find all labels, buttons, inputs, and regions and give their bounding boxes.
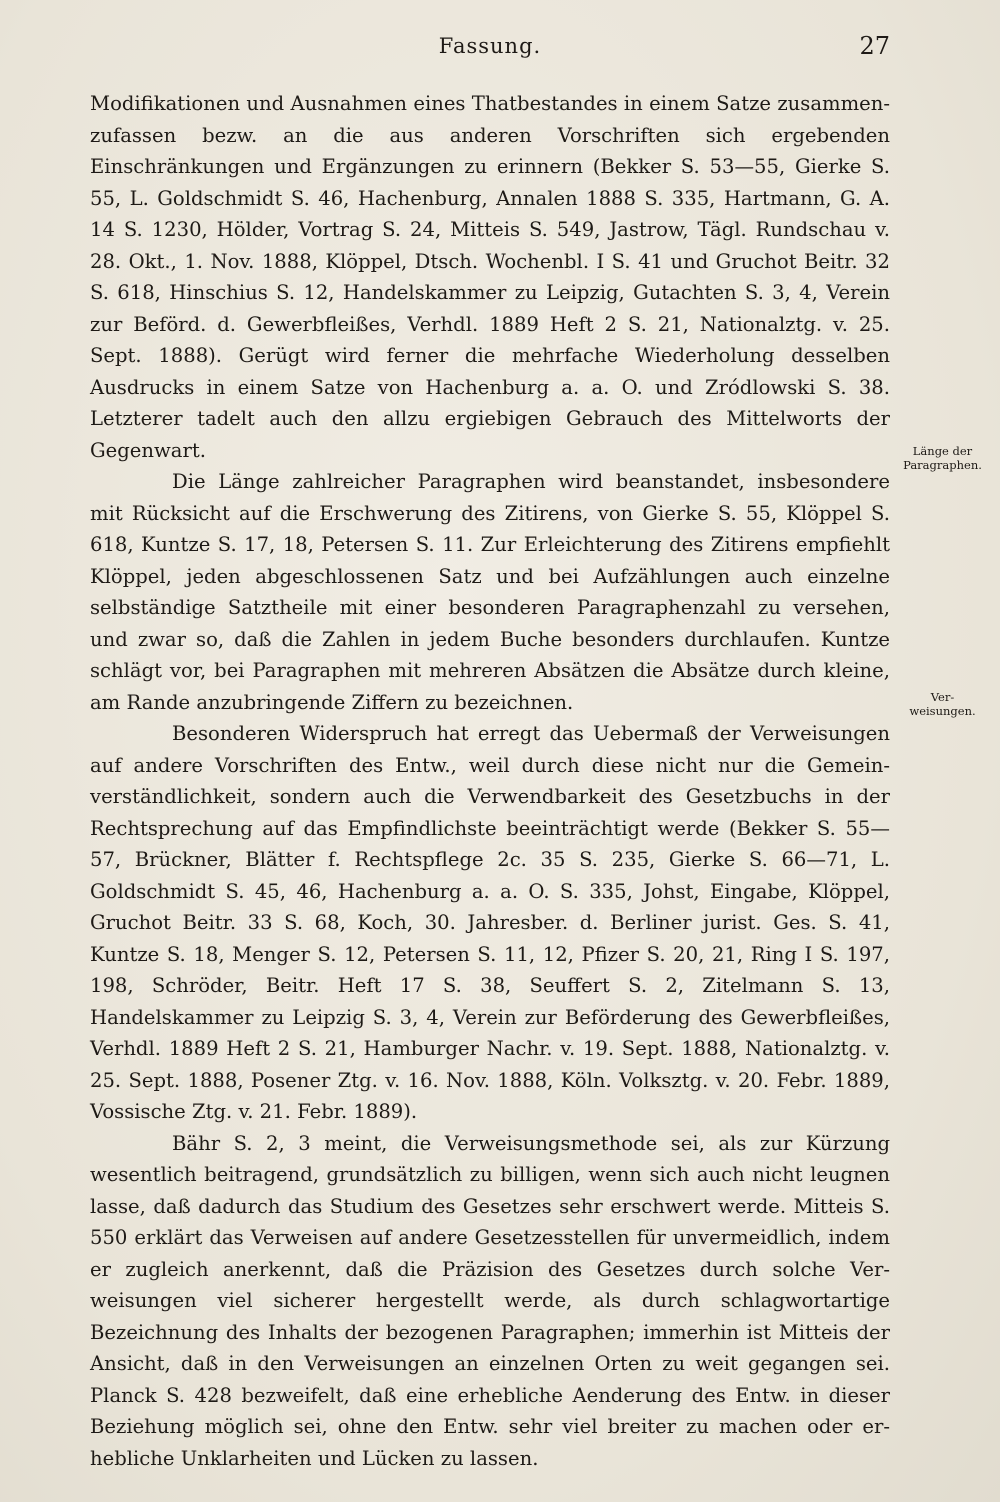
paragraph-baehr: Bähr S. 2, 3 meint, die Verweisungsmethode sei, als zur Kürzung wesentlich beitragend, grundsätzlich zu billigen, wenn sich auch nicht leugnen lasse, daß dadurch das Studium des Gesetzes sehr erschwert werde. Mitteis S. 550 erklärt das Verweisen auf andere Gesetzesstellen für unvermeidlich, indem er zugleich anerkennt, daß die Präzision des Gesetzes durch solche Verweisungen viel sicherer hergestellt werde, als durch schlagwortartige Bezeichnung des Inhalts der bezogenen Paragraphen; immerhin ist Mitteis der Ansicht, daß in den Verweisungen an einzelnen Orten zu weit gegangen sei. Planck S. 428 bezweifelt, daß eine erhebliche Aenderung des Entw. in dieser Beziehung möglich sei, ohne den Entw. sehr viel breiter zu machen oder erhebliche Unklarheiten und Lücken zu lassen. xyxy=(90,1131,890,1470)
page-number: 27 xyxy=(859,32,890,60)
page-header xyxy=(90,34,890,74)
margin-note-laenge-line2: Paragraphen. xyxy=(903,458,982,472)
body-text xyxy=(90,88,890,1474)
paragraph-continuation: Modifikationen und Ausnahmen eines Thatbestandes in einem Satze zusammenzufassen bezw. an die aus anderen Vorschriften sich ergebenden Einschränkungen und Ergänzungen zu erinnern (Bekker S. 53—55, Gierke S. 55, L. Goldschmidt S. 46, Hachenburg, Annalen 1888 S. 335, Hartmann, G. A. 14 S. 1230, Hölder, Vortrag S. 24, Mitteis S. 549, Jastrow, Tägl. Rundschau v. 28. Okt., 1. Nov. 1888, Klöppel, Dtsch. Wochenbl. I S. 41 und Gruchot Beitr. 32 S. 618, Hinschius S. 12, Handelskammer zu Leipzig, Gutachten S. 3, 4, Verein zur Beförd. d. Gewerbfleißes, Verhdl. 1889 Heft 2 S. 21, Nationalztg. v. 25. Sept. 1888). Gerügt wird ferner die mehrfache Wiederholung desselben Ausdrucks in einem Satze von Hachenburg a. a. O. und Zródlowski S. 38. Letzterer tadelt auch den allzu ergiebigen Gebrauch des Mittelworts der Gegenwart. xyxy=(90,92,890,462)
margin-note-laenge-line1: Länge der xyxy=(912,444,973,458)
paragraph-laenge: Die Länge zahlreicher Paragraphen wird beanstandet, insbesondere mit Rücksicht auf die Erschwerung des Zitirens, von Gierke S. 55, Klöppel S. 618, Kuntze S. 17, 18, Petersen S. 11. Zur Erleichterung des Zitirens empfiehlt Klöppel, jeden abgeschlossenen Satz und bei Aufzählungen auch einzelne selbständige Satztheile mit einer besonderen Paragraphenzahl zu versehen, und zwar so, daß die Zahlen in jedem Buche besonders durchlaufen. Kuntze schlägt vor, bei Paragraphen mit mehreren Absätzen die Absätze durch kleine, am Rande anzubringende Ziffern zu bezeichnen. xyxy=(90,470,890,714)
margin-note-laenge xyxy=(895,444,990,472)
margin-note-verweisungen xyxy=(895,690,990,718)
running-title: Fassung. xyxy=(438,34,542,58)
margin-note-verweisungen-line2: weisungen. xyxy=(909,704,976,718)
paragraph-verweisungen: Besonderen Widerspruch hat erregt das Uebermaß der Verweisungen auf andere Vorschriften des Entw., weil durch diese nicht nur die Gemeinverständlichkeit, sondern auch die Verwendbarkeit des Gesetzbuchs in der Rechtsprechung auf das Empfindlichste beeinträchtigt werde (Bekker S. 55—57, Brückner, Blätter f. Rechtspflege 2c. 35 S. 235, Gierke S. 66—71, L. Goldschmidt S. 45, 46, Hachenburg a. a. O. S. 335, Johst, Eingabe, Klöppel, Gruchot Beitr. 33 S. 68, Koch, 30. Jahresber. d. Berliner jurist. Ges. S. 41, Kuntze S. 18, Menger S. 12, Petersen S. 11, 12, Pfizer S. 20, 21, Ring I S. 197, 198, Schröder, Beitr. Heft 17 S. 38, Seuffert S. 2, Zitelmann S. 13, Handelskammer zu Leipzig S. 3, 4, Verein zur Beförderung des Gewerbfleißes, Verhdl. 1889 Heft 2 S. 21, Hamburger Nachr. v. 19. Sept. 1888, Nationalztg. v. 25. Sept. 1888, Posener Ztg. v. 16. Nov. 1888, Köln. Volksztg. v. 20. Febr. 1889, Vossische Ztg. v. 21. Febr. 1889). xyxy=(90,722,890,1123)
margin-note-verweisungen-line1: Ver- xyxy=(930,690,955,704)
